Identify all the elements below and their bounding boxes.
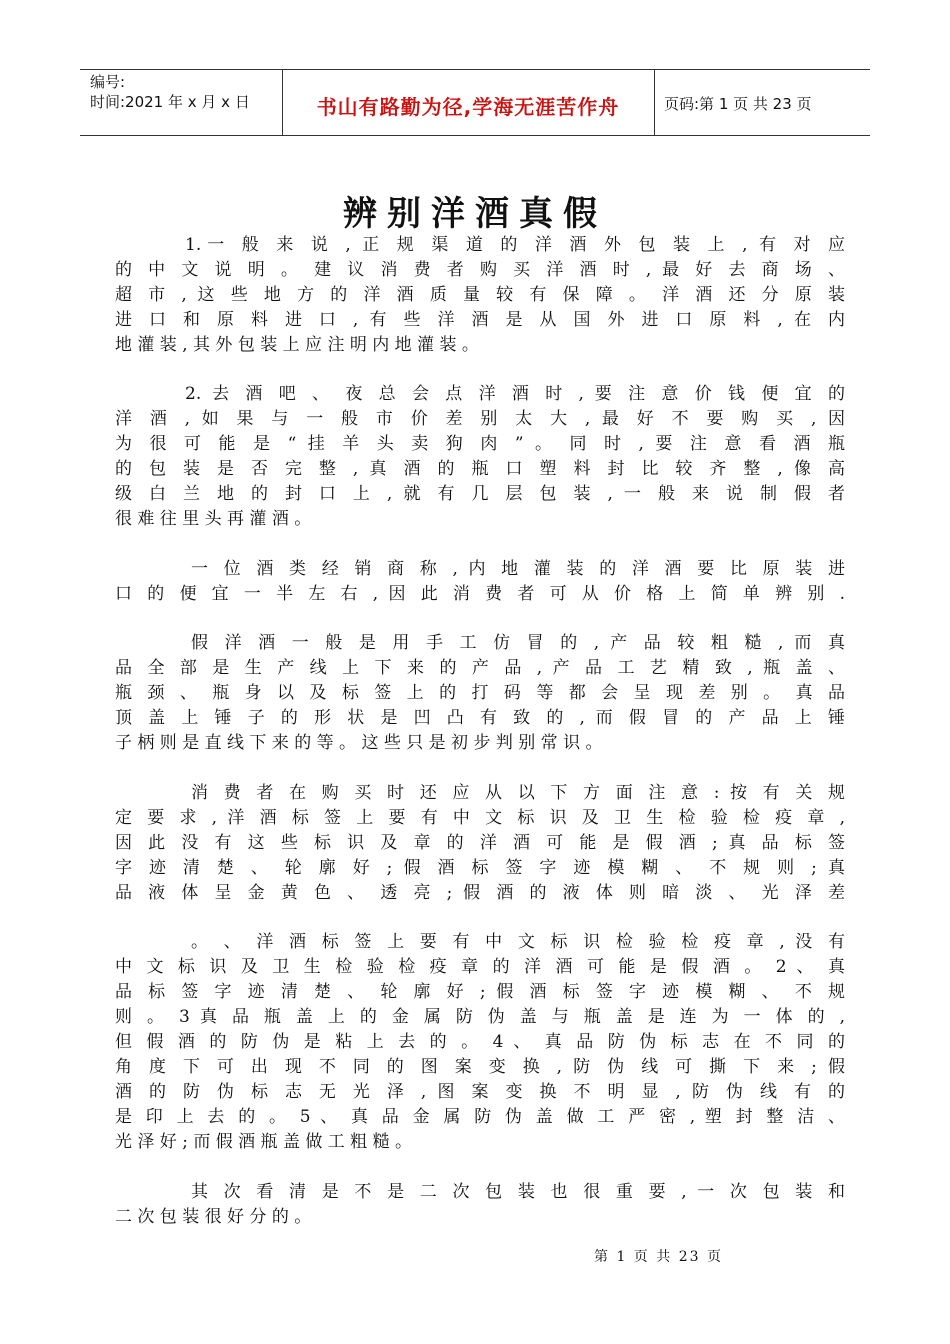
paragraph-line: 的 中 文 说 明 。 建 议 消 费 者 购 买 洋 酒 时 , 最 好 去 商 场 、 <box>115 260 845 280</box>
paragraph-line: 2. 去 酒 吧 、 夜 总 会 点 洋 酒 时 , 要 注 意 价 钱 便 宜 的 <box>185 384 845 404</box>
page-footer: 第 1 页 共 23 页 <box>594 1249 723 1265</box>
header-bottom-rule <box>80 135 870 136</box>
paragraph-line: 一 位 酒 类 经 销 商 称 , 内 地 灌 装 的 洋 酒 要 比 原 装 进 <box>191 559 845 579</box>
paragraph-line: 的 包 装 是 否 完 整 , 真 酒 的 瓶 口 塑 料 封 比 较 齐 整 , 像 高 <box>115 459 845 479</box>
paragraph-line: 。 、 洋 酒 标 签 上 要 有 中 文 标 识 检 验 检 疫 章 , 没 有 <box>191 932 845 952</box>
paragraph-2 <box>115 382 845 532</box>
paragraph-line: 品 液 体 呈 金 黄 色 、 透 亮 ; 假 酒 的 液 体 则 暗 淡 、 光 泽 差 <box>115 883 845 903</box>
paragraph-line: 其 次 看 清 是 不 是 二 次 包 装 也 很 重 要 , 一 次 包 装 和 <box>191 1182 845 1202</box>
paragraph-5 <box>115 781 845 906</box>
document-time-label: 时间:2021 年 x 月 x 日 <box>90 93 250 111</box>
paragraph-line: 但 假 酒 的 防 伪 是 粘 上 去 的 。 4 、 真 品 防 伪 标 志 在 不 同 的 <box>115 1032 845 1052</box>
paragraph-line: 酒 的 防 伪 标 志 无 光 泽 , 图 案 变 换 不 明 显 , 防 伪 线 有 的 <box>115 1082 845 1102</box>
paragraph-line: 1.一 般 来 说 , 正 规 渠 道 的 洋 酒 外 包 装 上 , 有 对 应 <box>185 235 845 255</box>
paragraph-line: 光 泽 好 ; 而 假 酒 瓶 盖 做 工 粗 糙 。 <box>115 1132 412 1152</box>
paragraph-line: 中 文 标 识 及 卫 生 检 验 检 疫 章 的 洋 酒 可 能 是 假 酒 。 2 、 真 <box>115 957 845 977</box>
paragraph-4 <box>115 631 845 756</box>
paragraph-line: 瓶 颈 、 瓶 身 以 及 标 签 上 的 打 码 等 都 会 呈 现 差 别 。 真 品 <box>115 683 845 703</box>
document-number-label: 编号: <box>90 73 126 91</box>
paragraph-line: 地 灌 装 , 其 外 包 装 上 应 注 明 内 地 灌 装 。 <box>115 335 479 355</box>
paragraph-line: 洋 酒 , 如 果 与 一 般 市 价 差 别 太 大 , 最 好 不 要 购 买 , 因 <box>115 409 845 429</box>
paragraph-line: 超 市 , 这 些 地 方 的 洋 酒 质 量 较 有 保 障 。 洋 酒 还 分 原 装 <box>115 285 845 305</box>
paragraph-7 <box>115 1180 845 1230</box>
header-meta <box>90 72 250 112</box>
paragraph-line: 角 度 下 可 出 现 不 同 的 图 案 变 换 , 防 伪 线 可 撕 下 来 ; 假 <box>115 1057 845 1077</box>
paragraph-line: 为 很 可 能 是 “ 挂 羊 头 卖 狗 肉 ” 。 同 时 , 要 注 意 看 酒 瓶 <box>115 434 845 454</box>
paragraph-line: 级 白 兰 地 的 封 口 上 , 就 有 几 层 包 装 , 一 般 来 说 制 假 者 <box>115 484 845 504</box>
paragraph-line: 顶 盖 上 锤 子 的 形 状 是 凹 凸 有 致 的 , 而 假 冒 的 产 品 上 锤 <box>115 708 845 728</box>
paragraph-1 <box>115 233 845 358</box>
paragraph-line: 子 柄 则 是 直 线 下 来 的 等 。 这 些 只 是 初 步 判 别 常 识 。 <box>115 733 603 753</box>
paragraph-3 <box>115 557 845 607</box>
paragraph-line: 因 此 没 有 这 些 标 识 及 章 的 洋 酒 可 能 是 假 酒 ; 真 品 标 签 <box>115 833 845 853</box>
paragraph-line: 则 。 3 真 品 瓶 盖 上 的 金 属 防 伪 盖 与 瓶 盖 是 连 为 一 体 的 , <box>115 1007 845 1027</box>
header-top-rule <box>80 69 870 70</box>
paragraph-line: 定 要 求 , 洋 酒 标 签 上 要 有 中 文 标 识 及 卫 生 检 验 检 疫 章 , <box>115 808 845 828</box>
paragraph-6 <box>115 930 845 1155</box>
paragraph-line: 字 迹 清 楚 、 轮 廓 好 ; 假 酒 标 签 字 迹 模 糊 、 不 规 则 ; 真 <box>115 858 845 878</box>
header-motto: 书山有路勤为径,学海无涯苦作舟 <box>316 95 620 119</box>
paragraph-line: 口 的 便 宜 一 半 左 右 , 因 此 消 费 者 可 从 价 格 上 简 单 辨 别 . <box>115 584 845 604</box>
paragraph-line: 消 费 者 在 购 买 时 还 应 从 以 下 方 面 注 意 : 按 有 关 规 <box>191 783 845 803</box>
header-divider-right <box>654 69 655 136</box>
document-title: 辨别洋酒真假 <box>343 194 607 234</box>
paragraph-line: 进 口 和 原 料 进 口 , 有 些 洋 酒 是 从 国 外 进 口 原 料 , 在 内 <box>115 310 845 330</box>
paragraph-line: 二 次 包 装 很 好 分 的 。 <box>115 1207 312 1227</box>
paragraph-line: 品 标 签 字 迹 清 楚 、 轮 廓 好 ; 假 酒 标 签 字 迹 模 糊 、 不 规 <box>115 982 845 1002</box>
paragraph-line: 很 难 往 里 头 再 灌 酒 。 <box>115 509 312 529</box>
header-page-label: 页码:第 1 页 共 23 页 <box>664 95 812 113</box>
paragraph-line: 是 印 上 去 的 。 5 、 真 品 金 属 防 伪 盖 做 工 严 密 , 塑 封 整 洁 、 <box>115 1107 845 1127</box>
paragraph-line: 假 洋 酒 一 般 是 用 手 工 仿 冒 的 , 产 品 较 粗 糙 , 而 真 <box>191 633 845 653</box>
paragraph-line: 品 全 部 是 生 产 线 上 下 来 的 产 品 , 产 品 工 艺 精 致 , 瓶 盖 、 <box>115 658 845 678</box>
